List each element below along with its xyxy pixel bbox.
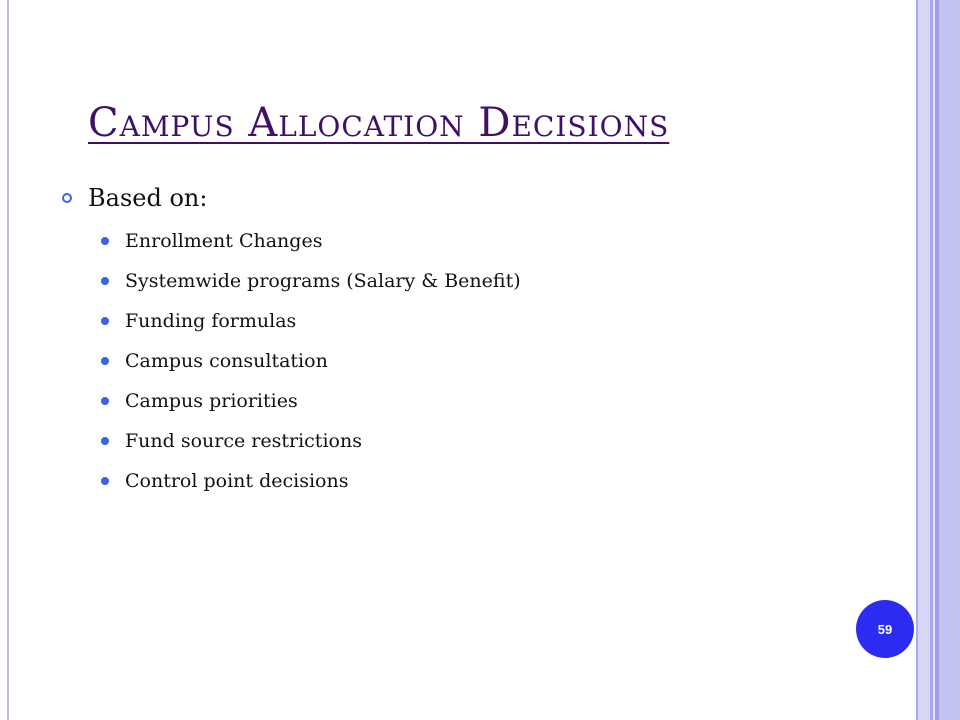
list-item [60,341,860,381]
left-border [0,0,9,720]
filled-circle-icon [101,437,109,445]
hollow-circle-icon [62,193,72,203]
list-item [60,221,860,261]
slide-title: Campus Allocation Decisions [88,100,670,146]
list-item-text: Fund source restrictions [125,430,362,452]
list-item [60,461,860,501]
list-item-text: Campus priorities [125,390,298,412]
list-item [60,421,860,461]
list-item [60,381,860,421]
filled-circle-icon [101,397,109,405]
stripe [918,0,930,720]
list-item [60,301,860,341]
page-number-badge: 59 [856,600,914,658]
filled-circle-icon [101,477,109,485]
list-item-text: Enrollment Changes [125,230,323,252]
filled-circle-icon [101,237,109,245]
filled-circle-icon [101,357,109,365]
list-item-text: Campus consultation [125,350,328,372]
slide-content [60,180,860,501]
filled-circle-icon [101,317,109,325]
right-decorative-stripes [916,0,960,720]
bullet-list [60,221,860,501]
list-item-text: Funding formulas [125,310,297,332]
stripe [939,0,960,720]
intro-text: Based on: [88,184,208,212]
level1-item [60,180,860,216]
list-item-text: Control point decisions [125,470,349,492]
list-item [60,261,860,301]
filled-circle-icon [101,277,109,285]
list-item-text: Systemwide programs (Salary & Benefit) [125,270,521,292]
